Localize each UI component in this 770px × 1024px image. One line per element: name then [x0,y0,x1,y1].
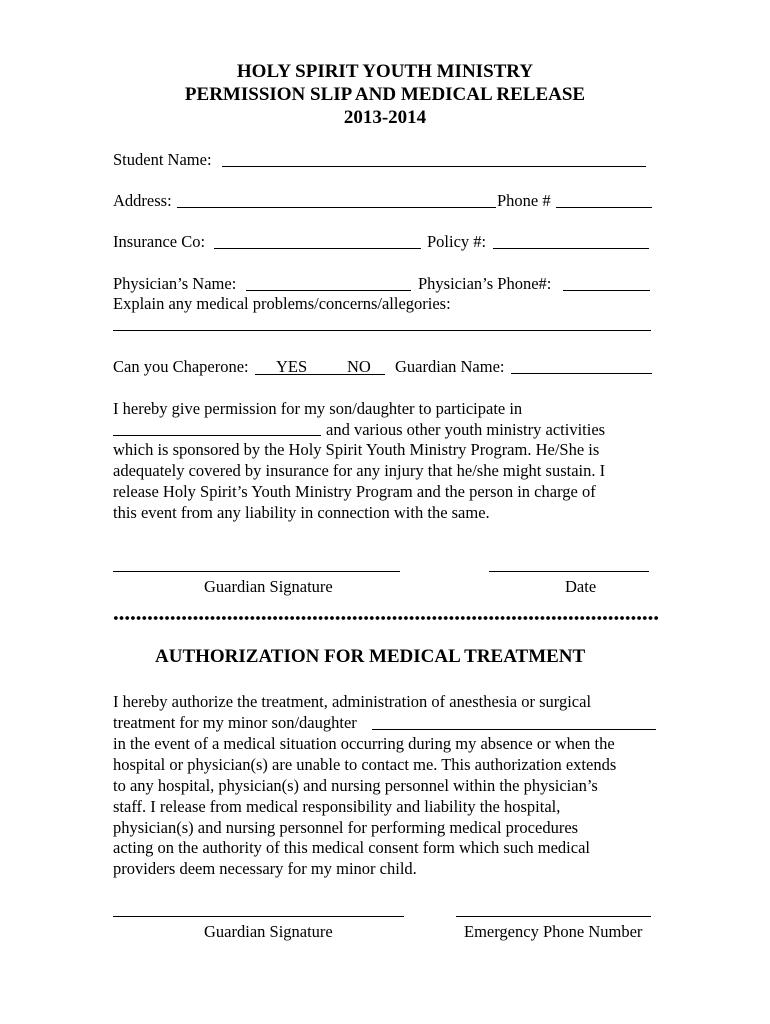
address-field[interactable] [177,207,496,208]
policy-field[interactable] [493,248,649,249]
emergency-phone-line[interactable] [456,916,651,917]
emergency-phone-caption: Emergency Phone Number [464,922,643,941]
chaperone-yes-option[interactable]: YES [276,357,308,376]
form-title-permission: PERMISSION SLIP AND MEDICAL RELEASE [184,84,586,105]
guardian-signature-line-1[interactable] [113,571,400,572]
authorization-line-9: providers deem necessary for my minor child. [113,859,417,878]
authorization-line-3: in the event of a medical situation occurring during my absence or when the [113,734,615,753]
activity-name-field[interactable] [113,435,321,436]
authorization-line-7: physician(s) and nursing personnel for performing medical procedures [113,818,579,837]
policy-label: Policy #: [427,232,487,251]
chaperone-label: Can you Chaperone: [113,357,249,376]
permission-line-1: I hereby give permission for my son/daughter to participate in [113,399,523,418]
physician-name-field[interactable] [246,290,411,291]
authorization-line-8: acting on the authority of this medical consent form which such medical [113,838,590,857]
permission-line-2: and various other youth ministry activities [326,420,606,439]
guardian-name-field[interactable] [511,373,652,374]
chaperone-no-option[interactable]: NO [347,357,371,376]
form-title-ministry: HOLY SPIRIT YOUTH MINISTRY [236,61,534,82]
date-caption: Date [565,577,597,596]
authorization-line-1: I hereby authorize the treatment, administration of anesthesia or surgical [113,692,592,711]
guardian-signature-line-2[interactable] [113,916,404,917]
guardian-name-label: Guardian Name: [395,357,505,376]
address-label: Address: [113,191,172,210]
insurance-label: Insurance Co: [113,232,206,251]
authorization-line-5: to any hospital, physician(s) and nursing personnel within the physician’s [113,776,598,795]
student-name-label: Student Name: [113,150,212,169]
guardian-signature-caption-1: Guardian Signature [204,577,333,596]
authorization-line-4: hospital or physician(s) are unable to contact me. This authorization extends [113,755,617,774]
permission-line-3: which is sponsored by the Holy Spirit Youth Ministry Program. He/She is [113,440,600,459]
physician-phone-label: Physician’s Phone#: [418,274,552,293]
guardian-signature-caption-2: Guardian Signature [204,922,333,941]
minor-name-field[interactable] [372,729,656,730]
physician-name-label: Physician’s Name: [113,274,237,293]
permission-line-6: this event from any liability in connection with the same. [113,503,490,522]
form-title-year: 2013-2014 [343,107,427,128]
physician-phone-field[interactable] [563,290,650,291]
permission-line-5: release Holy Spirit’s Youth Ministry Program and the person in charge of [113,482,596,501]
dotted-separator [113,614,659,622]
authorization-line-2: treatment for my minor son/daughter [113,713,357,732]
insurance-field[interactable] [214,248,421,249]
authorization-line-6: staff. I release from medical responsibility and liability the hospital, [113,797,561,816]
authorization-title: AUTHORIZATION FOR MEDICAL TREATMENT [155,646,586,667]
date-line[interactable] [489,571,649,572]
phone-label: Phone # [497,191,551,210]
medical-problems-label: Explain any medical problems/concerns/allegories: [113,294,451,313]
medical-problems-field[interactable] [113,330,651,331]
phone-field[interactable] [556,207,652,208]
student-name-field[interactable] [222,166,646,167]
permission-line-4: adequately covered by insurance for any injury that he/she might sustain. I [113,461,606,480]
